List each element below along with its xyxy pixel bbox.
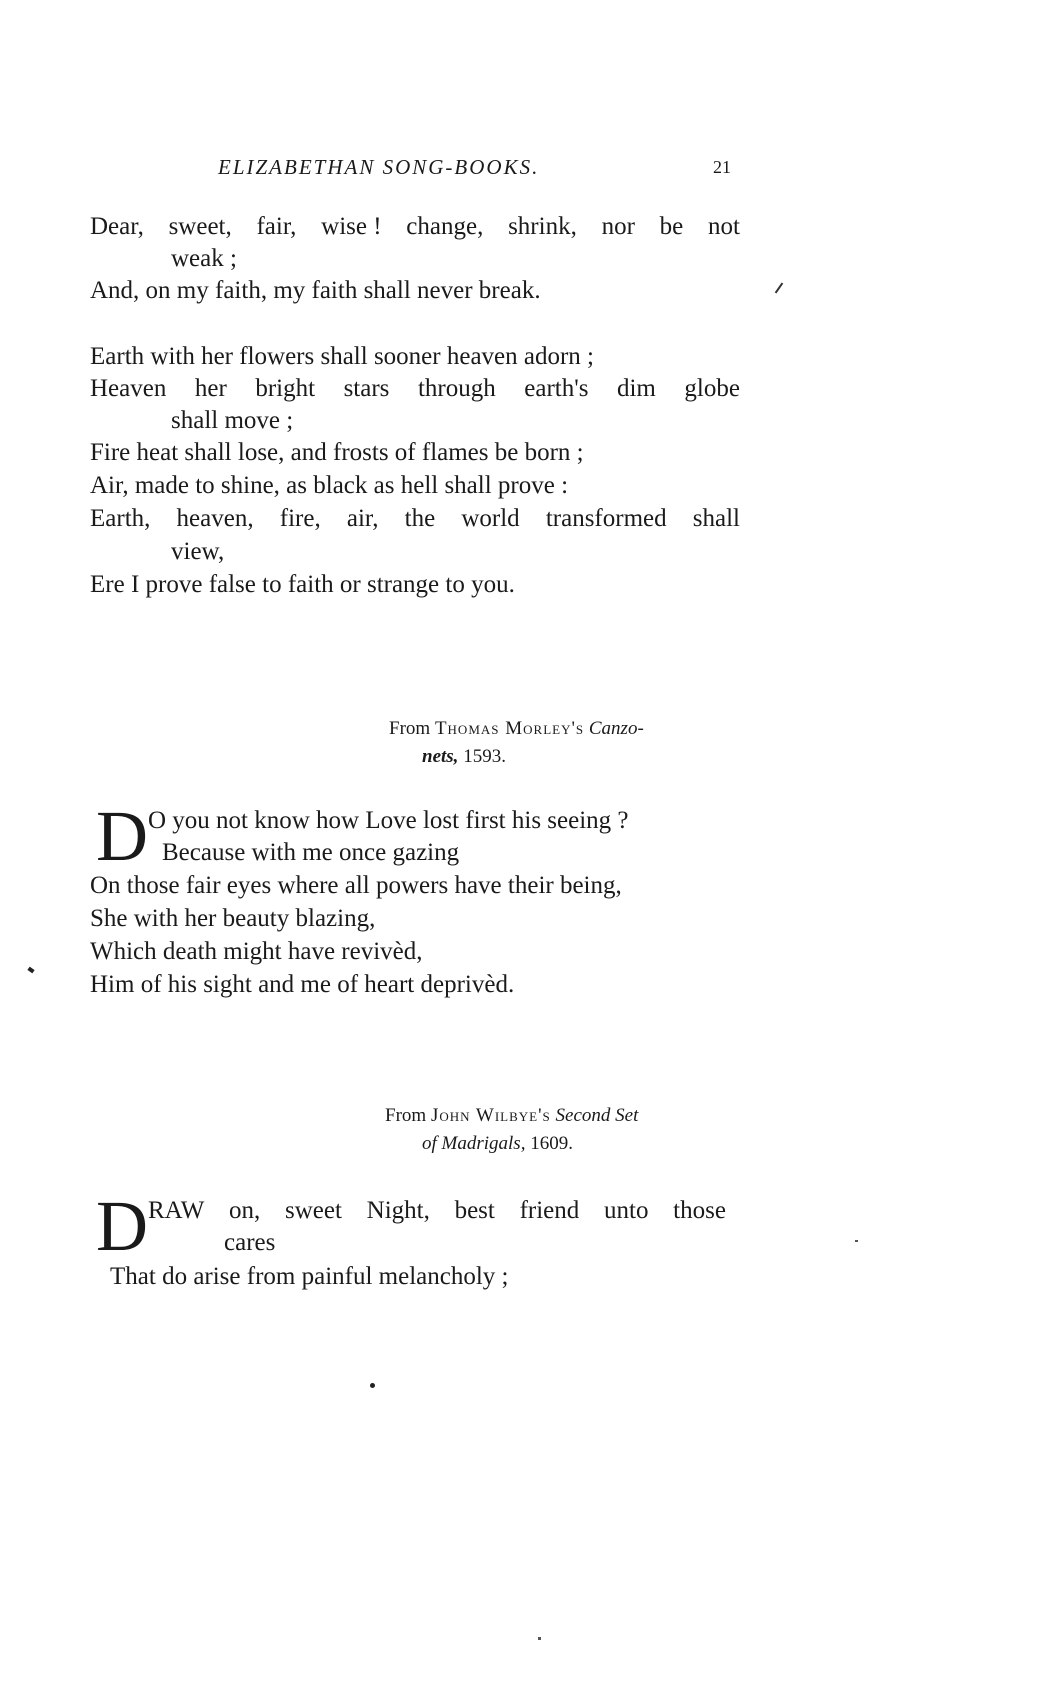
poem-line: That do arise from painful melancholy ; bbox=[110, 1263, 509, 1290]
poem-line: Earth, heaven, fire, air, the world transformed shall bbox=[90, 505, 740, 532]
drop-cap: D bbox=[96, 1186, 148, 1266]
poem-line: RAW on, sweet Night, best friend unto those bbox=[148, 1197, 726, 1224]
poem-line: O you not know how Love lost first his seeing ? bbox=[148, 807, 629, 834]
poem-line: Earth with her flowers shall sooner heaven adorn ; bbox=[90, 343, 595, 370]
source-attribution: From John Wilbye's Second Set bbox=[385, 1105, 639, 1126]
poem-line: Which death might have revivèd, bbox=[90, 938, 423, 965]
poem-line: Dear, sweet, fair, wise ! change, shrink, nor be not bbox=[90, 213, 740, 240]
poem-line: Fire heat shall lose, and frosts of flames be born ; bbox=[90, 439, 584, 466]
poem-line: Ere I prove false to faith or strange to you. bbox=[90, 571, 515, 598]
running-header: ELIZABETHAN SONG-BOOKS. bbox=[218, 155, 540, 179]
drop-cap: D bbox=[96, 796, 148, 876]
poem-line: Heaven her bright stars through earth's dim globe bbox=[90, 375, 740, 402]
scan-speck bbox=[855, 1240, 858, 1242]
scan-speck bbox=[775, 283, 784, 294]
source-attribution-continuation: of Madrigals, 1609. bbox=[422, 1133, 573, 1154]
poem-line-continuation: shall move ; bbox=[171, 407, 294, 434]
poem-line: Him of his sight and me of heart deprivèd. bbox=[90, 971, 515, 998]
source-attribution: From Thomas Morley's Canzo- bbox=[389, 718, 644, 739]
poem-line: Air, made to shine, as black as hell shall prove : bbox=[90, 472, 569, 499]
poem-line: She with her beauty blazing, bbox=[90, 905, 376, 932]
scan-speck bbox=[27, 967, 34, 974]
poem-line-continuation: view, bbox=[171, 538, 225, 565]
source-attribution-continuation: nets, 1593. bbox=[422, 746, 506, 767]
poem-line: Because with me once gazing bbox=[162, 839, 460, 866]
page-number: 21 bbox=[713, 157, 731, 177]
poem-line: And, on my faith, my faith shall never break. bbox=[90, 277, 541, 304]
scan-speck bbox=[370, 1383, 375, 1388]
poem-line-continuation: cares bbox=[224, 1229, 276, 1256]
scan-speck bbox=[538, 1637, 541, 1640]
poem-line-continuation: weak ; bbox=[171, 245, 237, 272]
poem-line: On those fair eyes where all powers have their being, bbox=[90, 872, 622, 899]
